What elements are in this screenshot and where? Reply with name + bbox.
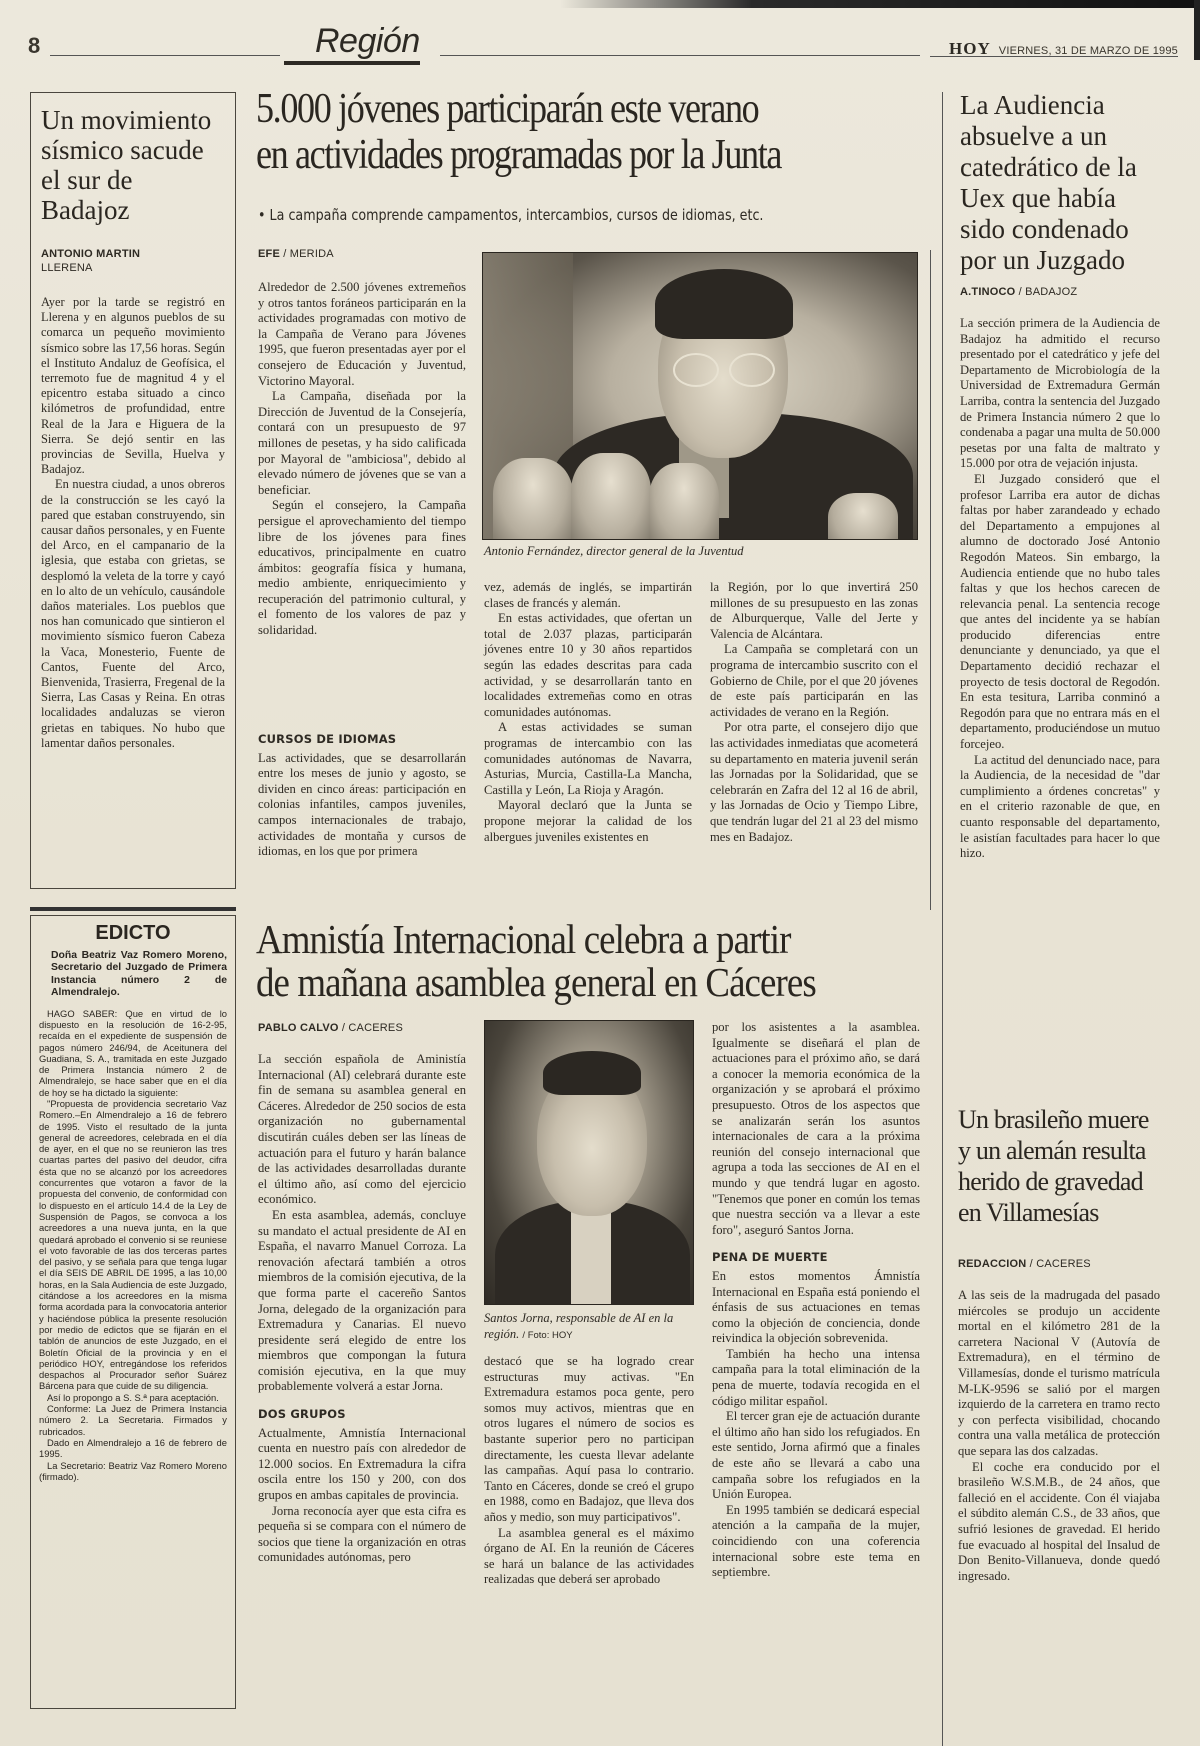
paragraph: destacó que se ha logrado crear estructuras muy activas. "En Extremadura estamos poca gente, pero somos muy activos, mientras que en otros lugares el número de socios es bastante superior pero no participan directamente, les cuesta llevar adelante las campañas. Aquí pasa lo contrario. Tanto en Cáceres, donde se creó el grupo en 1988, como en Badajoz, que lleva dos años y medio, son muy participativos". <box>484 1354 694 1524</box>
headline-line-2: en actividades programadas por la Junta <box>256 132 782 178</box>
photo-santos-jorna <box>484 1020 694 1305</box>
edicto-top-rule <box>30 907 236 911</box>
notice-title: EDICTO <box>95 922 171 944</box>
headline-line-1: 5.000 jóvenes participarán este verano <box>256 86 759 132</box>
page-number: 8 <box>28 33 41 58</box>
paragraph: HAGO SABER: Que en virtud de lo dispuesto en la resolución de 16-2-95, recaída en el expediente de suspensión de pagos número 246/94, de Aceitunera del Guadiana, S. A., tramitada en este Juzgado de Primera Instancia número 2 de Almendralejo, se hace saber que en el día de hoy se ha dictado la siguiente: <box>39 1007 227 1098</box>
amnistia-column-3 <box>712 1020 920 1581</box>
lead-column-3 <box>710 580 918 845</box>
photo-antonio-fernandez <box>482 252 918 540</box>
section-underline <box>284 61 420 65</box>
subheading: PENA DE MUERTE <box>712 1250 828 1265</box>
paragraph: La Campaña, diseñada por la Dirección de Juventud de la Consejería, contará con un presupuesto de 97 millones de pesetas, y ha sido calificada por Mayoral de "ambiciosa", debido al elevado número de jóvenes que se van a beneficiar. <box>258 389 466 497</box>
paragraph: A estas actividades se suman programas de intercambio con las comunidades autónomas de Navarra, Asturias, Murcia, Castilla-La Mancha, Castilla y León, La Rioja y Aragón. <box>484 720 692 797</box>
lead-column-2 <box>484 580 692 845</box>
article-byline <box>41 247 225 275</box>
notice-heading: Doña Beatriz Vaz Romero Moreno, Secretario del Juzgado de Primera Instancia número 2 de Almendralejo. <box>51 950 227 999</box>
column-rule <box>930 250 931 910</box>
author: REDACCION <box>958 1258 1027 1270</box>
photo-caption: Antonio Fernández, director general de la Juventud <box>484 544 744 558</box>
paragraph: La sección primera de la Audiencia de Badajoz ha admitido el recurso presentado por el catedrático y jefe del Departamento de Microbiología de la Universidad de Extremadura Germán Larriba, contra la sentencia del Juzgado de Primera Instancia número 2 que lo condenaba a pagar una multa de 50.000 pesetas por una falta de maltrato y 15.000 por otra de vejación injusta. <box>960 316 1161 471</box>
article-body <box>41 295 225 751</box>
paragraph: En esta asamblea, además, concluye su mandato el actual presidente de AI en España, el navarro Manuel Corroza. La renovación afectará también a otros miembros de la comisión ejecutiva, de la que forma parte el cacereño Santos Jorna, delegado de la organización para Extremadura y Canarias. El nuevo presidente será elegido de entre los miembros que compongan la futura comisión ejecutiva, en la que muy probablemente volverá a estar Jorna. <box>258 1207 466 1394</box>
header-rule-right <box>440 55 920 56</box>
column-rule-right <box>942 92 943 1746</box>
article-headline: Un movimiento sísmico sacude el sur de Badajoz <box>41 105 212 225</box>
paragraph: Actualmente, Amnistía Internacional cuenta en nuestro país con alrededor de 12.000 socios. En Extremadura la cifra oscila entre los 150 y 200, con dos grupos en ambas capitales de provincia. <box>258 1425 466 1503</box>
paragraph: La actitud del denunciado nace, para la Audiencia, de la necesidad de "dar cumplimiento a órdenes concretas" y en el criterio razonable de que, en cuanto responsable del departamento, le asistían facultades para hacer lo que hizo. <box>960 752 1160 861</box>
amnistia-headline <box>256 918 868 1004</box>
masthead <box>949 39 1178 59</box>
photo-credit: / Foto: HOY <box>522 1330 573 1341</box>
amnistia-byline: PABLO CALVO / CACERES <box>258 1022 403 1034</box>
header-rule-left <box>50 55 280 56</box>
amnistia-column-1 <box>258 1052 466 1566</box>
paragraph: La Secretario: Beatriz Vaz Romero Moreno (firmado). <box>39 1459 227 1482</box>
author: ANTONIO MARTIN <box>41 248 141 260</box>
subheading: CURSOS DE IDIOMAS <box>258 732 397 746</box>
scan-edge <box>1194 0 1200 60</box>
paragraph: Ayer por la tarde se registró en Llerena y en algunos pueblos de su comarca un pequeño movimiento sísmico sobre las 17,56 horas. Según el Instituto Andaluz de Geofísica, el terremoto fue de magnitud 4 y el epicentro estaba situado a cinco kilómetros de profundidad, entre Real de la Jara e Higuera de la Sierra. Se dejó sentir en las provincias de Sevilla, Huelva y Badajoz. <box>41 295 225 477</box>
lead-column-1 <box>258 280 466 639</box>
headline-line-2: de mañana asamblea general en Cáceres <box>256 959 816 1005</box>
article-sismo <box>30 92 236 889</box>
paragraph: La sección española de Aministía Internacional (AI) celebrará durante este fin de semana su asamblea general en Cáceres. Alrededor de 250 socios de esta organización no gubernamental discutirán cuáles deben ser las líneas de actuación para el futuro y harán balance de las actividades desarrolladas durante el último año, así como del ejercicio económico. <box>258 1052 466 1207</box>
lead-deck: • La campaña comprende campamentos, intercambios, cursos de idiomas, etc. <box>258 206 764 224</box>
author: PABLO CALVO <box>258 1022 339 1034</box>
paragraph: vez, además de inglés, se impartirán clases de francés y alemán. <box>484 580 692 610</box>
article-villamesias <box>958 1104 1160 1584</box>
subheading: DOS GRUPOS <box>258 1407 346 1422</box>
paragraph: En estos momentos Ámnistía Internacional en España está poniendo el énfasis de sus actuaciones en temas como la objeción de conciencia, donde reivindica la objeción sobrevenida. <box>712 1268 920 1346</box>
caption-text: Santos Jorna, responsable de AI en la región. <box>484 1311 674 1341</box>
location: CACERES <box>1036 1258 1091 1270</box>
location: BADAJOZ <box>1025 286 1078 298</box>
paragraph: El tercer gran eje de actuación durante el último año han sido los refugiados. En este sentido, Jorna afirmó que a finales de este año se llevará a cabo una campaña sobre los refugiados en la Unión Europea. <box>712 1409 920 1502</box>
paragraph: El coche era conducido por el brasileño W.S.M.B., de 24 años, que falleció en el accidente. Con él viajaba el súbdito alemán C.S., de 33 años, que sufrió lesiones de gravedad. El herido fue evacuado al hospital del Insalud de Don Benito-Villanueva, donde quedó ingresado. <box>958 1459 1160 1583</box>
lead-headline <box>256 86 841 178</box>
paragraph: Según el consejero, la Campaña persigue el aprovechamiento del tiempo libre de los jóvenes para fines educativos, principalmente en cuatro ámbitos: geografía física y humana, medio ambiente, enriquecimiento y recuperación del patrimonio cultural, y el fomento de los valores de paz y solidaridad. <box>258 498 466 638</box>
paragraph: por los asistentes a la asamblea. Igualmente se diseñará el plan de actuaciones para el próximo año, se dará a conocer la memoria económica de la organización y se aprobará el próximo presupuesto. Otros de los aspectos que se analizarán serán los asuntos internacionales de cara a la próxima reunión del consejo internacional que agrupa a toda las secciones de AI en el mundo y que tendrá lugar en agosto. "Tenemos que poner en común los temas que nuestra sección va a llevar a este foro", aseguró Santos Jorna. <box>712 1020 920 1237</box>
paragraph: Conforme: La Juez de Primera Instancia número 2. La Secretaria. Firmados y rubricados. <box>39 1403 227 1437</box>
lead-column-1b <box>258 720 466 860</box>
notice-body <box>39 1008 227 1482</box>
paragraph: la Región, por lo que invertirá 250 millones de su presupuesto en las zonas de Alburquerque, Valle del Jerte y Valencia de Alcántara. <box>710 580 918 641</box>
section-title: Región <box>315 22 420 60</box>
article-byline: REDACCION / CACERES <box>958 1258 1091 1270</box>
paragraph: Mayoral declaró que la Junta se propone mejorar la calidad de los albergues juveniles existentes en <box>484 798 692 844</box>
newspaper-logo: HOY <box>949 39 991 58</box>
paragraph: En estas actividades, que ofertan un total de 2.037 plazas, participarán jóvenes entre 10 y 30 años repartidos según las edades descritas para cada actividad, y se desarrollarán tanto en localidades extremeñas como en otras comunidades autónomas. <box>484 611 692 719</box>
article-headline: La Audiencia absuelve a un catedrático de la Uex que había sido condenado por un Juzgado <box>960 90 1137 275</box>
article-audiencia <box>960 90 1160 862</box>
paragraph: La asamblea general es el máximo órgano de AI. En la reunión de Cáceres se hará un balance de las actividades realizadas que deberá ser aprobado <box>484 1525 694 1587</box>
paragraph: En 1995 también se dedicará especial atención a la campaña de la mujer, coincidiendo con una coferencia internacional sobre este tema en septiembre. <box>712 1502 920 1580</box>
paragraph: Dado en Almendralejo a 16 de febrero de 1995. <box>39 1436 227 1460</box>
amnistia-column-2 <box>484 1354 694 1588</box>
paragraph: "Propuesta de providencia secretario Vaz Romero.–En Almendralejo a 16 de febrero de 1995. Visto el resultado de la junta general de acreedores, celebrada en el día de ayer, en el que no se reunieron las tres cuartas partes del pasivo del deudor, cifra ésta que no se alcanzó por los acreedores concurrentes que votaron a favor de la propuesta del convenio, de conformidad con lo dispuesto en el artículo 14.4 de la Ley de Suspensión de Pagos, se convoca a los acreedores a una nueva junta, en la que quedará aprobado el convenio si se reuniese el voto favorable de las dos terceras partes del pasivo, y se señala para que tenga lugar el día SEIS DE ABRIL DE 1995, a las 10,00 horas, en la Sala Audiencia de este Juzgado, citándose a los acreedores en la misma forma acordada para la convocatoria anterior y haciéndose pública la presente resolución por medio de edictos que se fijarán en el tablón de anuncios de este Juzgado, en el Boletín Oficial de la provincia y en el periódico HOY, entregándose los referidos despachos al Procurador señor Suárez Bárcena para que cuide de su diligencia. <box>39 1098 227 1392</box>
article-headline: Un brasileño muere y un alemán resulta herido de gravedad en Villamesías <box>958 1105 1149 1227</box>
paragraph: Así lo propongo a S. S.ª para aceptación. <box>47 1391 219 1403</box>
agency: EFE <box>258 248 280 260</box>
author: A.TINOCO <box>960 286 1016 298</box>
paragraph: Por otra parte, el consejero dijo que las actividades inmediatas que acometerá su departamento en materia juvenil serán las Jornadas por la Solidaridad, que se celebrarán en Zafra del 12 al 16 de abril, y las Jornadas de Ocio y Tiempo Libre, que tendrán lugar del 21 al 23 del mismo mes en Badajoz. <box>710 720 918 844</box>
headline-line-1: Amnistía Internacional celebra a partir <box>256 916 791 962</box>
scan-shadow <box>560 0 1200 8</box>
paragraph: Alrededor de 2.500 jóvenes extremeños y otros tantos foráneos participarán en la actividades programadas con motivo de la Campaña de Verano para Jóvenes 1995, que fueron presentadas ayer por el consejero de Educación y Juventud, Victorino Mayoral. <box>258 280 466 388</box>
location: MERIDA <box>289 248 334 260</box>
paragraph: La Campaña se completará con un programa de intercambio suscrito con el Gobierno de Chile, por el que 20 jóvenes de este país participarán en las actividades de verano en la Región. <box>710 642 918 719</box>
location: LLERENA <box>41 262 93 274</box>
legal-notice-edicto <box>30 915 236 1709</box>
issue-date: VIERNES, 31 DE MARZO DE 1995 <box>998 45 1178 57</box>
paragraph: El Juzgado consideró que el profesor Larriba era autor de dichas faltas por haber zarandeado y echado del Departamento a empujones al alumno de doctorado José Antonio Regodón Mateos. Sin embargo, la Audiencia entiende que no hubo tales faltas y que los hechos carecen de relevancia penal. La sentencia recoge que antes del incidente ya se habían producido diferencias entre denunciante y denunciado, ya que el Departamento decidió rechazar el proyecto de tesis doctoral de Regodón. En esta tesitura, Larriba conminó a Regodón para que no entrara más en el departamento, produciéndose un mutuo forcejeo. <box>960 471 1160 752</box>
lead-byline: EFE / MERIDA <box>258 248 334 260</box>
paragraph: A las seis de la madrugada del pasado miércoles se produjo un accidente mortal en el kilómetro 281 de la carretera Nacional V (Autovía de Extremadura), en el término de Villamesías, donde el turismo matrícula M-LK-9596 se salió por el margen izquierdo de la carretera en tramo recto y con perfecta visibilidad, chocando contra una valla metálica de protección que separa las dos calzadas. <box>958 1288 1160 1458</box>
location: CACERES <box>348 1022 403 1034</box>
article-body <box>958 1288 1160 1584</box>
paragraph: También ha hecho una intensa campaña para la total eliminación de la pena de muerte, todavía recogida en el código militar español. <box>712 1346 920 1408</box>
photo-caption <box>484 1310 694 1344</box>
article-byline: A.TINOCO / BADAJOZ <box>960 286 1078 298</box>
paragraph: Jorna reconocía ayer que esta cifra es pequeña si se compara con el número de socios que tiene la organización en otras comunidades autónomas, pero <box>258 1503 466 1565</box>
article-body <box>960 316 1160 862</box>
paragraph: En nuestra ciudad, a unos obreros de la construcción se les cayó la pared que estaban construyendo, sin causar daños personales, y en Fuente del Arco, en el campanario de la iglesia, que estaba con grietas, se desplomó la veleta de la torre y cayó en lo alto de un vehículo, causándole daños materiales. Los pueblos que nos han comunicado que sintieron el movimiento sísmico fueron Cabeza la Vaca, Monesterio, Fuente de Cantos, Fuente del Arco, Bienvenida, Trasierra, Fregenal de la Sierra, Las Casas y Reina. En otras localidades andaluzas se vieron grietas en tabiques. No hubo que lamentar daños personales. <box>41 477 225 750</box>
paragraph: Las actividades, que se desarrollarán entre los meses de junio y agosto, se dividen en cinco áreas: participación en colonias infantiles, campos juveniles, campos internacionales de trabajo, actividades de montaña y cursos de idiomas, en los que por primera <box>258 750 466 859</box>
